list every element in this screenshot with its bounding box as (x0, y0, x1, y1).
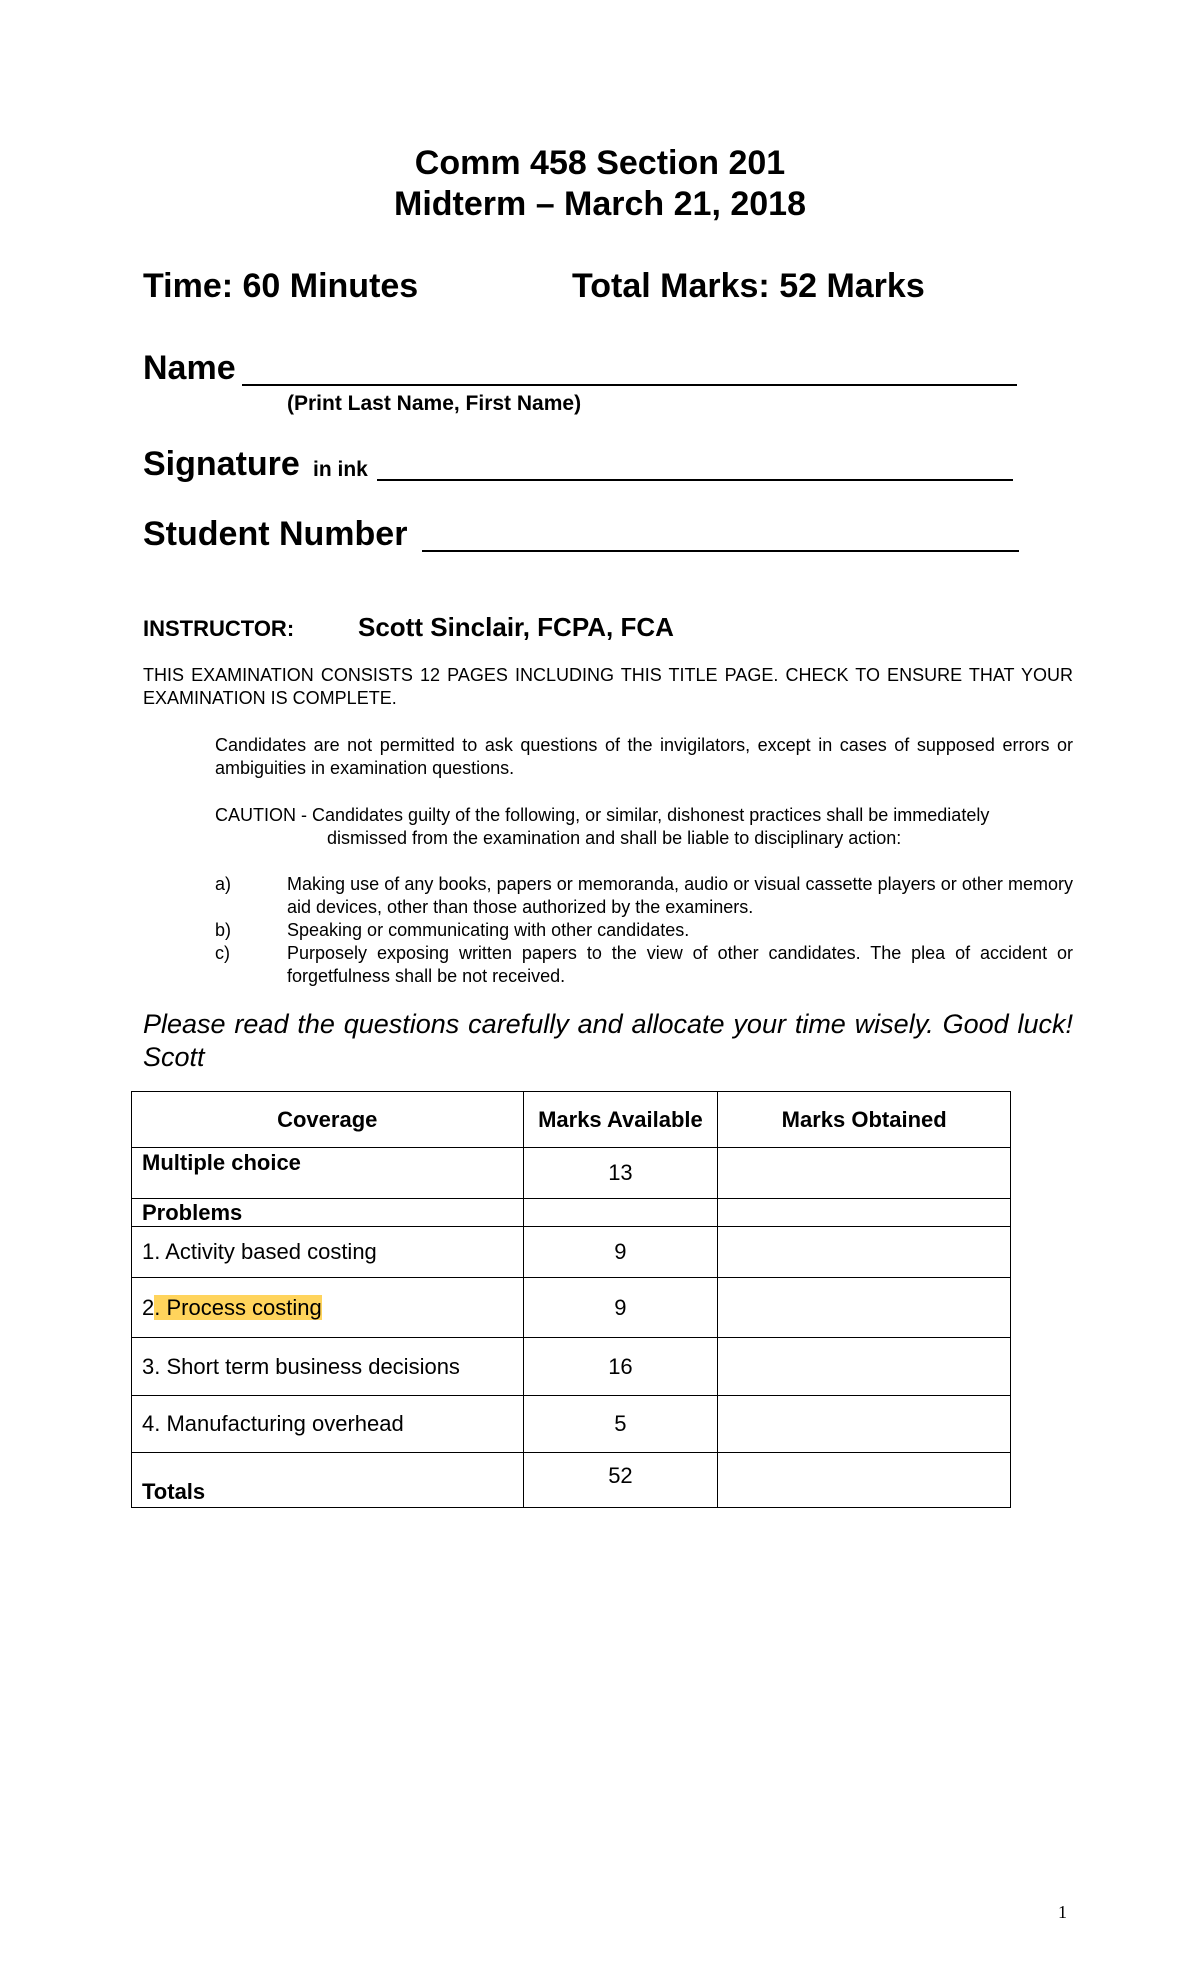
pages-notice: THIS EXAMINATION CONSISTS 12 PAGES INCLUDING THIS TITLE PAGE. CHECK TO ENSURE THAT YOUR EXAMINATION IS COMPLETE. (143, 665, 1073, 708)
row-problems-label: Problems (132, 1199, 524, 1227)
row-problems-obtained (718, 1199, 1011, 1227)
caution-line-1: CAUTION - Candidates guilty of the following, or similar, dishonest practices shall be immediately (215, 805, 990, 825)
row-process-number: 2 (142, 1294, 155, 1320)
row-overhead-marks: 5 (523, 1396, 718, 1453)
table-row (132, 1148, 1011, 1199)
instructor-name: Scott Sinclair, FCPA, FCA (358, 612, 674, 642)
rule-text-c: Purposely exposing written papers to the view of other candidates. The plea of accident or forgetfulness shall be not received. (287, 943, 1073, 986)
row-process-obtained[interactable] (718, 1278, 1011, 1338)
row-overhead-obtained[interactable] (718, 1396, 1011, 1453)
caution-line-2: dismissed from the examination and shall be liable to disciplinary action: (327, 828, 902, 848)
row-totals-marks: 52 (523, 1453, 718, 1508)
marks-table (131, 1091, 1011, 1508)
row-short-term-label: 3. Short term business decisions (132, 1338, 524, 1396)
exam-time: Time: 60 Minutes (143, 267, 419, 305)
name-label: Name (143, 349, 236, 387)
row-activity-label: 1. Activity based costing (132, 1227, 524, 1278)
row-activity-marks: 9 (523, 1227, 718, 1278)
row-overhead-label: 4. Manufacturing overhead (132, 1396, 524, 1453)
signature-field-line[interactable] (377, 479, 1013, 481)
row-totals-obtained[interactable] (718, 1453, 1011, 1508)
row-activity-obtained[interactable] (718, 1227, 1011, 1278)
header-marks-obtained: Marks Obtained (718, 1092, 1011, 1148)
row-multiple-choice-marks: 13 (523, 1148, 718, 1199)
rule-letter-a: a) (215, 874, 232, 894)
table-row (132, 1396, 1011, 1453)
row-multiple-choice-label: Multiple choice (132, 1148, 524, 1199)
table-header-row (132, 1092, 1011, 1148)
table-row (132, 1199, 1011, 1227)
table-row (132, 1453, 1011, 1508)
table-row (132, 1278, 1011, 1338)
signature-label: Signature (143, 445, 300, 483)
row-totals-label: Totals (132, 1453, 524, 1508)
row-process-label (132, 1278, 524, 1338)
header-coverage: Coverage (132, 1092, 524, 1148)
row-problems-marks (523, 1199, 718, 1227)
invigilators-notice: Candidates are not permitted to ask questions of the invigilators, except in cases of supposed errors or ambiguities in examination questions. (215, 735, 1073, 778)
exam-title-course: Comm 458 Section 201 (414, 144, 786, 182)
header-marks-available: Marks Available (523, 1092, 718, 1148)
rule-letter-c: c) (215, 943, 230, 963)
row-short-term-obtained[interactable] (718, 1338, 1011, 1396)
row-process-marks: 9 (523, 1278, 718, 1338)
rule-text-a: Making use of any books, papers or memoranda, audio or visual cassette players or other memory aid devices, other than those authorized by the examiners. (287, 874, 1073, 917)
rule-letter-b: b) (215, 920, 232, 940)
signature-suffix: in ink (313, 458, 368, 481)
table-row (132, 1338, 1011, 1396)
row-short-term-marks: 16 (523, 1338, 718, 1396)
closing-message: Please read the questions carefully and allocate your time wisely. Good luck! Scott (143, 1009, 1073, 1072)
instructor-label: INSTRUCTOR: (143, 616, 295, 641)
rule-text-b: Speaking or communicating with other candidates. (287, 920, 690, 940)
table-row (132, 1227, 1011, 1278)
name-hint: (Print Last Name, First Name) (287, 392, 582, 415)
student-number-field-line[interactable] (422, 550, 1019, 552)
exam-title-date: Midterm – March 21, 2018 (394, 185, 806, 223)
page-number: 1 (1058, 1902, 1067, 1922)
row-process-highlight: . Process costing (154, 1294, 322, 1320)
row-multiple-choice-obtained[interactable] (718, 1148, 1011, 1199)
student-number-label: Student Number (143, 515, 408, 553)
name-field-line[interactable] (242, 384, 1017, 386)
exam-total-marks: Total Marks: 52 Marks (572, 267, 925, 305)
